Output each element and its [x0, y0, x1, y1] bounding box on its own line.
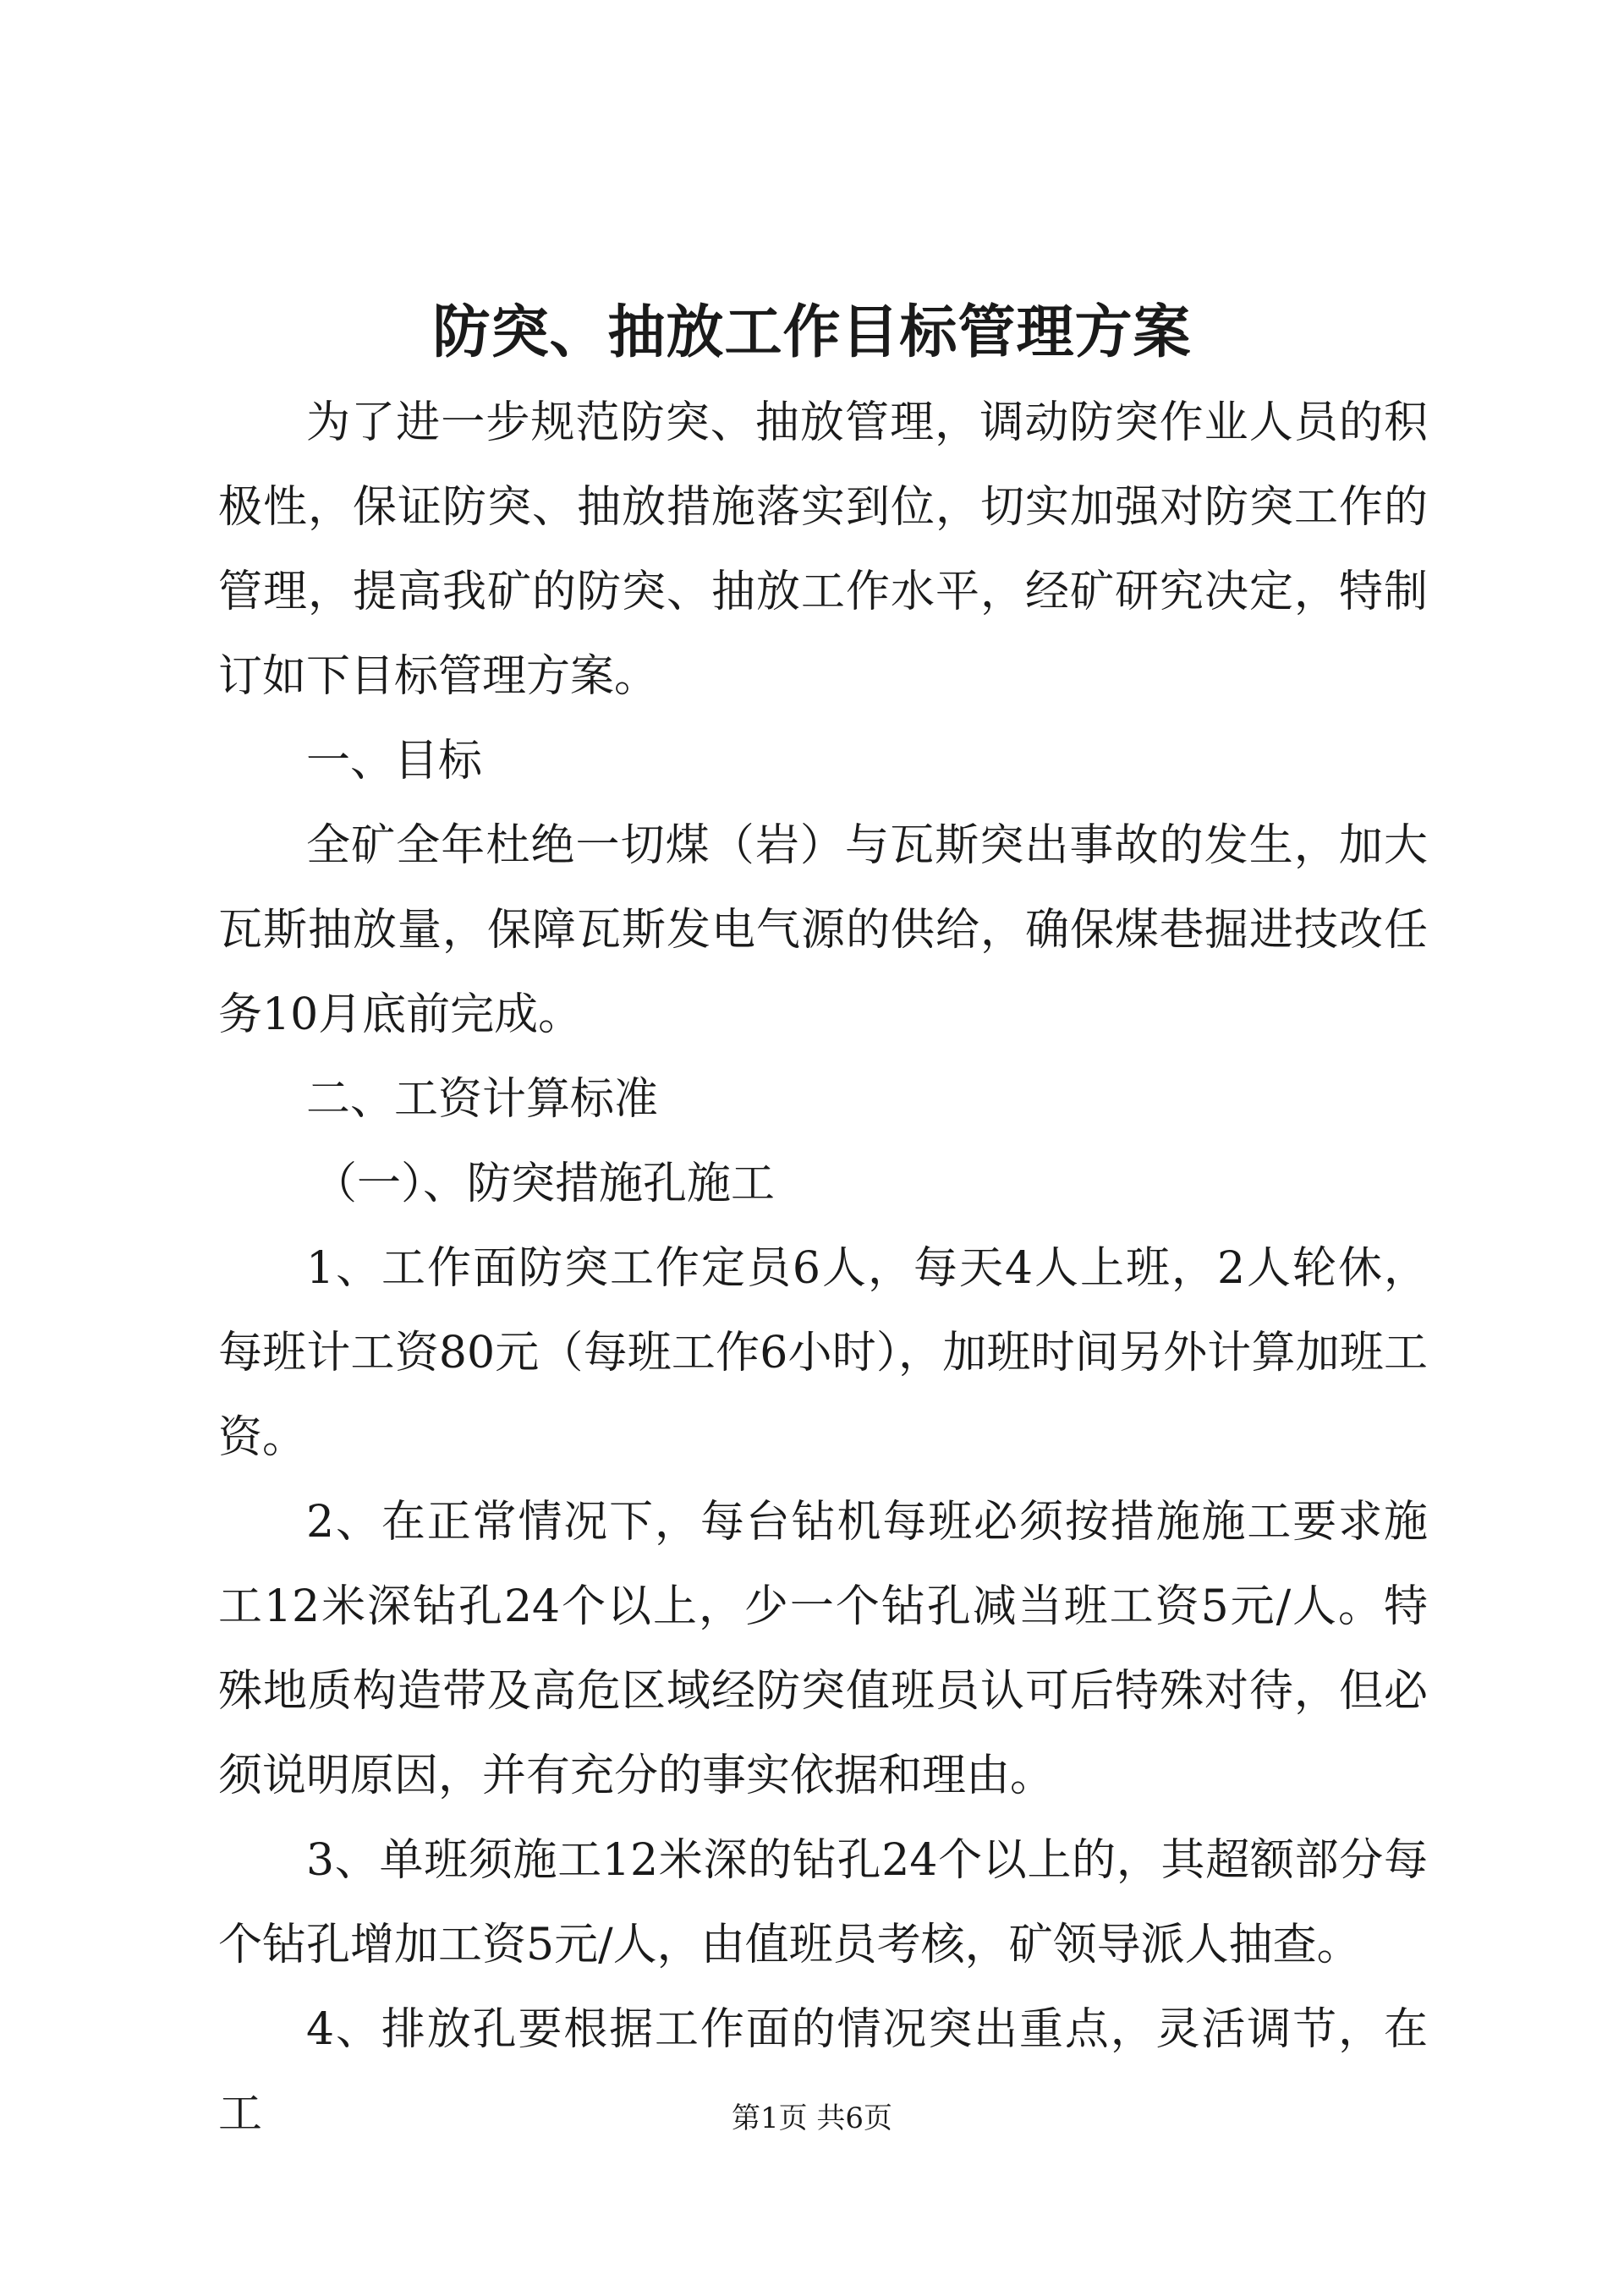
subsection-heading-drilling: （一）、防突措施孔施工 — [313, 1159, 776, 1209]
document-title: 防突、抽放工作目标管理方案 — [432, 299, 1192, 366]
page-footer: 第1页 共6页 — [731, 2101, 893, 2135]
document-body — [218, 381, 1428, 2156]
section-heading-wage: 二、工资计算标准 — [306, 1074, 659, 1125]
intro-paragraph: 为了进一步规范防突、抽放管理，调动防突作业人员的积极性，保证防突、抽放措施落实到位，切实加强对防突工作的管理，提高我矿的防突、抽放工作水平，经矿研究决定，特制订如下目标管理方案。 — [218, 397, 1428, 702]
clause-3: 3、单班须施工12米深的钻孔24个以上的，其超额部分每个钻孔增加工资5元/人，由值班员考核，矿领导派人抽查。 — [218, 1835, 1428, 1970]
section-heading-goal: 一、目标 — [306, 736, 483, 786]
clause-2: 2、在正常情况下，每台钻机每班必须按措施施工要求施工12米深钻孔24个以上，少一个钻孔减当班工资5元/人。特殊地质构造带及高危区域经防突值班员认可后特殊对待，但必须说明原因，并有充分的事实依据和理由。 — [218, 1497, 1428, 1801]
clause-1: 1、工作面防突工作定员6人，每天4人上班，2人轮休，每班计工资80元（每班工作6小时），加班时间另外计算加班工资。 — [218, 1243, 1428, 1463]
clause-4: 4、排放孔要根据工作面的情况突出重点，灵活调节，在工 — [218, 2004, 1428, 2140]
goal-paragraph: 全矿全年杜绝一切煤（岩）与瓦斯突出事故的发生，加大瓦斯抽放量，保障瓦斯发电气源的供给，确保煤巷掘进技改任务10月底前完成。 — [218, 820, 1428, 1040]
